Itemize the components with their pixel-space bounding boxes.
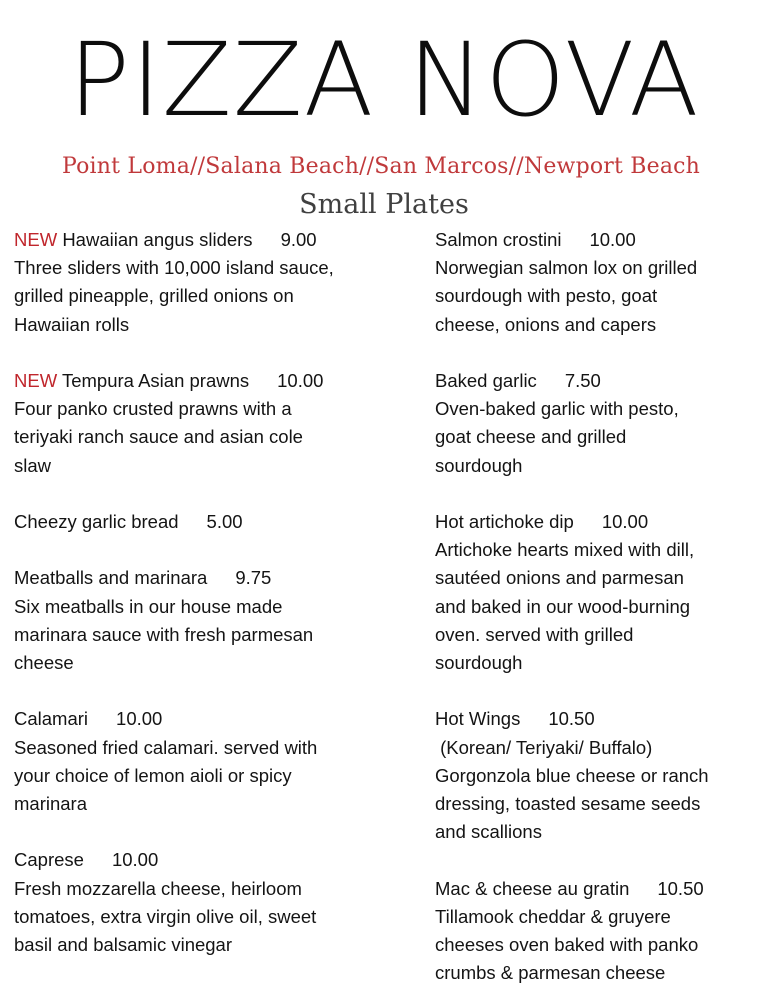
item-description-line: Gorgonzola blue cheese or ranch	[435, 764, 709, 786]
item-price: 9.75	[235, 567, 272, 589]
spacer	[14, 536, 414, 564]
item-description-line: slaw	[14, 454, 52, 476]
item-price: 10.50	[657, 877, 704, 899]
spacer	[14, 818, 414, 846]
spacer	[14, 339, 414, 367]
item-description-line: Six meatballs in our house made	[14, 595, 283, 617]
item-description-line: cheese, onions and capers	[435, 313, 657, 335]
item-description-line: goat cheese and grilled	[435, 426, 627, 448]
spacer	[435, 480, 760, 508]
menu-item	[14, 367, 414, 480]
item-description-line: tomatoes, extra virgin olive oil, sweet	[14, 905, 317, 927]
item-price: 5.00	[206, 511, 243, 532]
item-description-line: Four panko crusted prawns with a	[14, 398, 292, 420]
item-name: Meatballs and marinara	[14, 567, 208, 589]
item-price: 10.50	[548, 708, 595, 730]
menu-item-header	[14, 226, 414, 254]
item-description-line: teriyaki ranch sauce and asian cole	[14, 426, 303, 448]
item-price: 7.50	[564, 370, 601, 391]
spacer	[14, 480, 414, 508]
item-name: Hot artichoke dip	[435, 511, 574, 532]
item-description-line: sourdough with pesto, goat	[435, 285, 658, 307]
new-tag: NEW	[14, 229, 58, 250]
item-price: 10.00	[116, 708, 163, 730]
item-description-line: and baked in our wood-burning	[435, 595, 691, 617]
item-description-line: Seasoned fried calamari. served with	[14, 736, 318, 758]
menu-item-header	[435, 367, 760, 395]
item-description-line: cheeses oven baked with panko	[435, 934, 699, 956]
item-price: 9.00	[280, 229, 317, 250]
menu-item-header	[435, 226, 760, 254]
item-description-line: Tillamook cheddar & gruyere	[435, 905, 671, 927]
menu-column-right	[435, 226, 760, 987]
item-name: Calamari	[14, 708, 89, 730]
item-description-line: dressing, toasted sesame seeds	[435, 793, 701, 815]
item-name: Tempura Asian prawns	[61, 370, 250, 391]
item-description-line: and scallions	[435, 821, 542, 843]
menu-item-header	[14, 564, 414, 592]
spacer	[14, 677, 414, 705]
new-tag: NEW	[14, 370, 58, 391]
menu-item	[435, 875, 760, 988]
item-description-line: Artichoke hearts mixed with dill,	[435, 539, 695, 561]
item-name: Salmon crostini	[435, 229, 562, 250]
restaurant-title: PIZZA NOVA	[68, 21, 700, 140]
menu-item	[14, 846, 414, 959]
menu-item-header	[14, 846, 414, 874]
item-description-line: Oven-baked garlic with pesto,	[435, 398, 679, 420]
menu-column-left	[14, 226, 414, 959]
menu-item	[14, 705, 414, 818]
item-name: Hawaiian angus sliders	[62, 229, 253, 250]
menu-item-header	[14, 367, 414, 395]
location-list: Point Loma//Salana Beach//San Marcos//Newport Beach	[62, 154, 701, 179]
menu-item-header	[14, 508, 414, 536]
section-heading: Small Plates	[299, 189, 469, 220]
item-description-line: marinara sauce with fresh parmesan	[14, 623, 314, 645]
item-description-line: Hawaiian rolls	[14, 313, 130, 335]
item-description-line: cheese	[14, 652, 74, 673]
item-description-line: grilled pineapple, grilled onions on	[14, 285, 294, 307]
item-price: 10.00	[589, 229, 636, 250]
item-description-line: basil and balsamic vinegar	[14, 934, 233, 955]
item-description-line: sourdough	[435, 454, 523, 476]
item-name: Cheezy garlic bread	[14, 511, 179, 532]
item-name: Hot Wings	[435, 708, 521, 730]
item-description-line: your choice of lemon aioli or spicy	[14, 764, 292, 786]
item-description-line: sautéed onions and parmesan	[435, 567, 684, 589]
menu-item-header	[435, 705, 760, 733]
menu-item	[14, 226, 414, 339]
item-description-line: Three sliders with 10,000 island sauce,	[14, 257, 334, 279]
menu-item	[435, 226, 760, 339]
menu-item-header	[435, 875, 760, 903]
menu-item-header	[14, 705, 414, 733]
menu-item	[435, 705, 760, 846]
item-name: Caprese	[14, 849, 84, 871]
item-description-line: oven. served with grilled	[435, 623, 634, 645]
item-name: Mac & cheese au gratin	[435, 877, 630, 899]
menu-item-header	[435, 508, 760, 536]
item-description-line: marinara	[14, 793, 87, 814]
item-name: Baked garlic	[435, 370, 537, 391]
item-description-line: Norwegian salmon lox on grilled	[435, 257, 698, 279]
spacer	[435, 339, 760, 367]
spacer	[435, 846, 760, 874]
item-price: 10.00	[277, 370, 324, 391]
menu-item	[14, 508, 414, 536]
menu-item	[14, 564, 414, 677]
item-description-line: sourdough	[435, 652, 523, 674]
item-description-line: (Korean/ Teriyaki/ Buffalo)	[435, 736, 653, 758]
item-description-line: Fresh mozzarella cheese, heirloom	[14, 877, 302, 899]
item-price: 10.00	[111, 849, 159, 871]
item-price: 10.00	[601, 511, 649, 532]
menu-item	[435, 367, 760, 480]
menu-item	[435, 508, 760, 677]
item-description-line: crumbs & parmesan cheese	[435, 962, 666, 984]
spacer	[435, 677, 760, 705]
